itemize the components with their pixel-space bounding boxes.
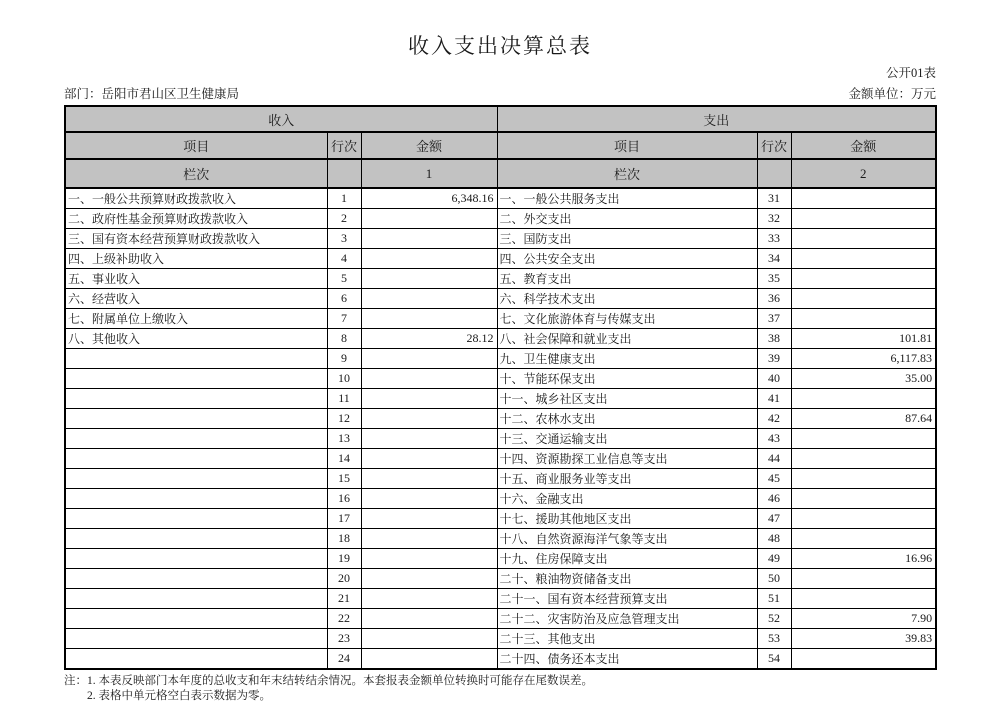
note-prefix: 注：	[64, 675, 87, 687]
expense-item-cell: 十五、商业服务业等支出	[497, 469, 757, 489]
income-amount-cell	[361, 249, 497, 269]
expense-item-cell: 十九、住房保障支出	[497, 549, 757, 569]
income-amount-cell	[361, 569, 497, 589]
income-amount-cell	[361, 649, 497, 670]
table-row	[65, 209, 936, 229]
expense-rowno-cell: 53	[757, 629, 791, 649]
income-rowno-cell: 1	[327, 188, 361, 209]
expense-rowno-cell: 45	[757, 469, 791, 489]
expense-item-cell: 八、社会保障和就业支出	[497, 329, 757, 349]
expense-amount-cell: 16.96	[791, 549, 936, 569]
expense-rowno-cell: 50	[757, 569, 791, 589]
income-rowno-cell: 8	[327, 329, 361, 349]
income-amount-cell	[361, 449, 497, 469]
income-rowno-cell: 16	[327, 489, 361, 509]
expense-lanci-label: 栏次	[497, 159, 757, 188]
income-amount-cell	[361, 409, 497, 429]
expense-item-cell: 二十三、其他支出	[497, 629, 757, 649]
table-row	[65, 289, 936, 309]
expense-rowno-cell: 51	[757, 589, 791, 609]
table-row	[65, 529, 936, 549]
expense-amount-cell	[791, 529, 936, 549]
income-lanci-blank	[327, 159, 361, 188]
table-row	[65, 549, 936, 569]
income-amount-cell	[361, 309, 497, 329]
expense-rowno-cell: 35	[757, 269, 791, 289]
expense-rowno-cell: 44	[757, 449, 791, 469]
expense-amount-cell	[791, 309, 936, 329]
expense-rowno-cell: 34	[757, 249, 791, 269]
income-item-cell: 一、一般公共预算财政拨款收入	[65, 188, 327, 209]
table-row	[65, 188, 936, 209]
expense-rowno-cell: 32	[757, 209, 791, 229]
expense-rowno-cell: 47	[757, 509, 791, 529]
expense-amount-cell	[791, 269, 936, 289]
table-row	[65, 489, 936, 509]
note-line: 2. 表格中单元格空白表示数据为零。	[87, 690, 271, 702]
expense-rowno-cell: 54	[757, 649, 791, 670]
expense-item-cell: 十八、自然资源海洋气象等支出	[497, 529, 757, 549]
income-item-cell	[65, 569, 327, 589]
income-item-cell: 六、经营收入	[65, 289, 327, 309]
footnotes	[64, 674, 936, 704]
expense-amount-col-header: 金额	[791, 132, 936, 159]
income-amount-cell	[361, 489, 497, 509]
income-rowno-cell: 9	[327, 349, 361, 369]
income-item-cell	[65, 489, 327, 509]
income-item-cell	[65, 409, 327, 429]
expense-amount-cell	[791, 229, 936, 249]
income-item-cell	[65, 349, 327, 369]
note-line	[64, 674, 936, 689]
expense-amount-cell	[791, 649, 936, 670]
expense-amount-cell	[791, 469, 936, 489]
expense-amount-cell: 101.81	[791, 329, 936, 349]
income-item-cell	[65, 649, 327, 670]
table-row	[65, 589, 936, 609]
income-amount-cell	[361, 609, 497, 629]
table-row	[65, 649, 936, 670]
expense-item-col-header: 项目	[497, 132, 757, 159]
income-item-cell: 八、其他收入	[65, 329, 327, 349]
income-amount-cell	[361, 269, 497, 289]
expense-item-cell: 六、科学技术支出	[497, 289, 757, 309]
income-amount-cell	[361, 389, 497, 409]
income-amount-cell: 28.12	[361, 329, 497, 349]
expense-rowno-cell: 31	[757, 188, 791, 209]
income-item-cell	[65, 609, 327, 629]
table-row	[65, 609, 936, 629]
income-rowno-cell: 5	[327, 269, 361, 289]
summary-table	[64, 105, 937, 670]
expense-amount-cell: 35.00	[791, 369, 936, 389]
table-row	[65, 569, 936, 589]
income-rowno-cell: 14	[327, 449, 361, 469]
income-rowno-cell: 20	[327, 569, 361, 589]
expense-rowno-cell: 49	[757, 549, 791, 569]
table-row	[65, 469, 936, 489]
table-row	[65, 409, 936, 429]
column-header-row	[65, 132, 936, 159]
expense-rowno-cell: 40	[757, 369, 791, 389]
expense-amount-cell	[791, 569, 936, 589]
income-rowno-cell: 19	[327, 549, 361, 569]
expense-item-cell: 十三、交通运输支出	[497, 429, 757, 449]
expense-item-cell: 一、一般公共服务支出	[497, 188, 757, 209]
table-row	[65, 369, 936, 389]
expense-item-cell: 三、国防支出	[497, 229, 757, 249]
income-item-col-header: 项目	[65, 132, 327, 159]
expense-rowno-cell: 43	[757, 429, 791, 449]
expense-item-cell: 十六、金融支出	[497, 489, 757, 509]
meta-row	[64, 86, 936, 102]
expense-amount-cell: 87.64	[791, 409, 936, 429]
expense-amount-cell	[791, 489, 936, 509]
unit-label: 金额单位：万元	[848, 87, 936, 101]
department-label: 部门：岳阳市君山区卫生健康局	[64, 87, 240, 101]
income-item-cell	[65, 549, 327, 569]
expense-section-header: 支出	[497, 106, 936, 132]
income-amount-cell	[361, 469, 497, 489]
income-amount-cell	[361, 589, 497, 609]
page-title: 收入支出决算总表	[408, 34, 592, 58]
expense-amount-cell	[791, 389, 936, 409]
table-row	[65, 429, 936, 449]
income-rowno-cell: 12	[327, 409, 361, 429]
expense-item-cell: 九、卫生健康支出	[497, 349, 757, 369]
income-rowno-cell: 2	[327, 209, 361, 229]
income-item-cell	[65, 369, 327, 389]
expense-amount-cell	[791, 289, 936, 309]
expense-rowno-cell: 52	[757, 609, 791, 629]
expense-amount-cell: 7.90	[791, 609, 936, 629]
table-row	[65, 329, 936, 349]
form-code-label: 公开01表	[885, 66, 936, 80]
expense-rowno-cell: 41	[757, 389, 791, 409]
expense-item-cell: 二、外交支出	[497, 209, 757, 229]
income-amount-cell	[361, 529, 497, 549]
table-row	[65, 509, 936, 529]
income-item-cell	[65, 449, 327, 469]
expense-rowno-cell: 42	[757, 409, 791, 429]
income-rowno-cell: 6	[327, 289, 361, 309]
income-rowno-cell: 18	[327, 529, 361, 549]
expense-item-cell: 十一、城乡社区支出	[497, 389, 757, 409]
expense-rowno-cell: 36	[757, 289, 791, 309]
expense-item-cell: 四、公共安全支出	[497, 249, 757, 269]
income-item-cell	[65, 509, 327, 529]
expense-amount-cell	[791, 589, 936, 609]
income-item-cell: 二、政府性基金预算财政拨款收入	[65, 209, 327, 229]
income-amount-cell	[361, 629, 497, 649]
expense-rowno-cell: 37	[757, 309, 791, 329]
expense-amount-cell	[791, 429, 936, 449]
expense-amount-cell: 6,117.83	[791, 349, 936, 369]
table-row	[65, 629, 936, 649]
expense-item-cell: 十二、农林水支出	[497, 409, 757, 429]
income-rowno-cell: 10	[327, 369, 361, 389]
expense-item-cell: 二十四、债务还本支出	[497, 649, 757, 670]
income-item-cell	[65, 389, 327, 409]
column-index-row	[65, 159, 936, 188]
income-item-cell: 五、事业收入	[65, 269, 327, 289]
income-amount-cell	[361, 289, 497, 309]
income-amount-cell	[361, 209, 497, 229]
income-section-header: 收入	[65, 106, 497, 132]
table-row	[65, 249, 936, 269]
expense-amount-cell	[791, 509, 936, 529]
expense-item-cell: 二十二、灾害防治及应急管理支出	[497, 609, 757, 629]
income-rowno-cell: 15	[327, 469, 361, 489]
income-amount-cell	[361, 349, 497, 369]
income-amount-cell	[361, 369, 497, 389]
income-rowno-cell: 22	[327, 609, 361, 629]
income-amount-col-header: 金额	[361, 132, 497, 159]
income-item-cell: 四、上级补助收入	[65, 249, 327, 269]
section-header-row	[65, 106, 936, 132]
report-sheet	[64, 0, 936, 704]
income-lanci-label: 栏次	[65, 159, 327, 188]
expense-col-number: 2	[791, 159, 936, 188]
income-item-cell	[65, 629, 327, 649]
expense-item-cell: 七、文化旅游体育与传媒支出	[497, 309, 757, 329]
income-amount-cell	[361, 549, 497, 569]
expense-rowno-cell: 33	[757, 229, 791, 249]
table-row	[65, 229, 936, 249]
expense-amount-cell	[791, 449, 936, 469]
income-amount-cell: 6,348.16	[361, 188, 497, 209]
expense-item-cell: 十四、资源勘探工业信息等支出	[497, 449, 757, 469]
expense-rowno-cell: 39	[757, 349, 791, 369]
income-rowno-cell: 7	[327, 309, 361, 329]
income-item-cell	[65, 589, 327, 609]
table-row	[65, 269, 936, 289]
income-rowno-cell: 4	[327, 249, 361, 269]
expense-amount-cell	[791, 209, 936, 229]
income-rowno-col-header: 行次	[327, 132, 361, 159]
income-rowno-cell: 23	[327, 629, 361, 649]
income-rowno-cell: 24	[327, 649, 361, 670]
income-amount-cell	[361, 429, 497, 449]
income-rowno-cell: 11	[327, 389, 361, 409]
table-row	[65, 389, 936, 409]
expense-item-cell: 二十一、国有资本经营预算支出	[497, 589, 757, 609]
income-amount-cell	[361, 509, 497, 529]
expense-lanci-blank	[757, 159, 791, 188]
expense-amount-cell	[791, 249, 936, 269]
expense-item-cell: 二十、粮油物资储备支出	[497, 569, 757, 589]
income-rowno-cell: 13	[327, 429, 361, 449]
income-col-number: 1	[361, 159, 497, 188]
income-amount-cell	[361, 229, 497, 249]
income-item-cell	[65, 429, 327, 449]
note-text: 1. 本表反映部门本年度的总收支和年末结转结余情况。本套报表金额单位转换时可能存在尾数误差。	[87, 675, 593, 687]
income-item-cell	[65, 529, 327, 549]
expense-rowno-col-header: 行次	[757, 132, 791, 159]
income-rowno-cell: 21	[327, 589, 361, 609]
expense-amount-cell	[791, 188, 936, 209]
income-item-cell: 三、国有资本经营预算财政拨款收入	[65, 229, 327, 249]
expense-rowno-cell: 48	[757, 529, 791, 549]
expense-item-cell: 五、教育支出	[497, 269, 757, 289]
income-rowno-cell: 17	[327, 509, 361, 529]
income-item-cell	[65, 469, 327, 489]
expense-rowno-cell: 46	[757, 489, 791, 509]
table-row	[65, 349, 936, 369]
table-row	[65, 309, 936, 329]
expense-item-cell: 十、节能环保支出	[497, 369, 757, 389]
expense-item-cell: 十七、援助其他地区支出	[497, 509, 757, 529]
table-row	[65, 449, 936, 469]
income-rowno-cell: 3	[327, 229, 361, 249]
income-item-cell: 七、附属单位上缴收入	[65, 309, 327, 329]
expense-amount-cell: 39.83	[791, 629, 936, 649]
expense-rowno-cell: 38	[757, 329, 791, 349]
